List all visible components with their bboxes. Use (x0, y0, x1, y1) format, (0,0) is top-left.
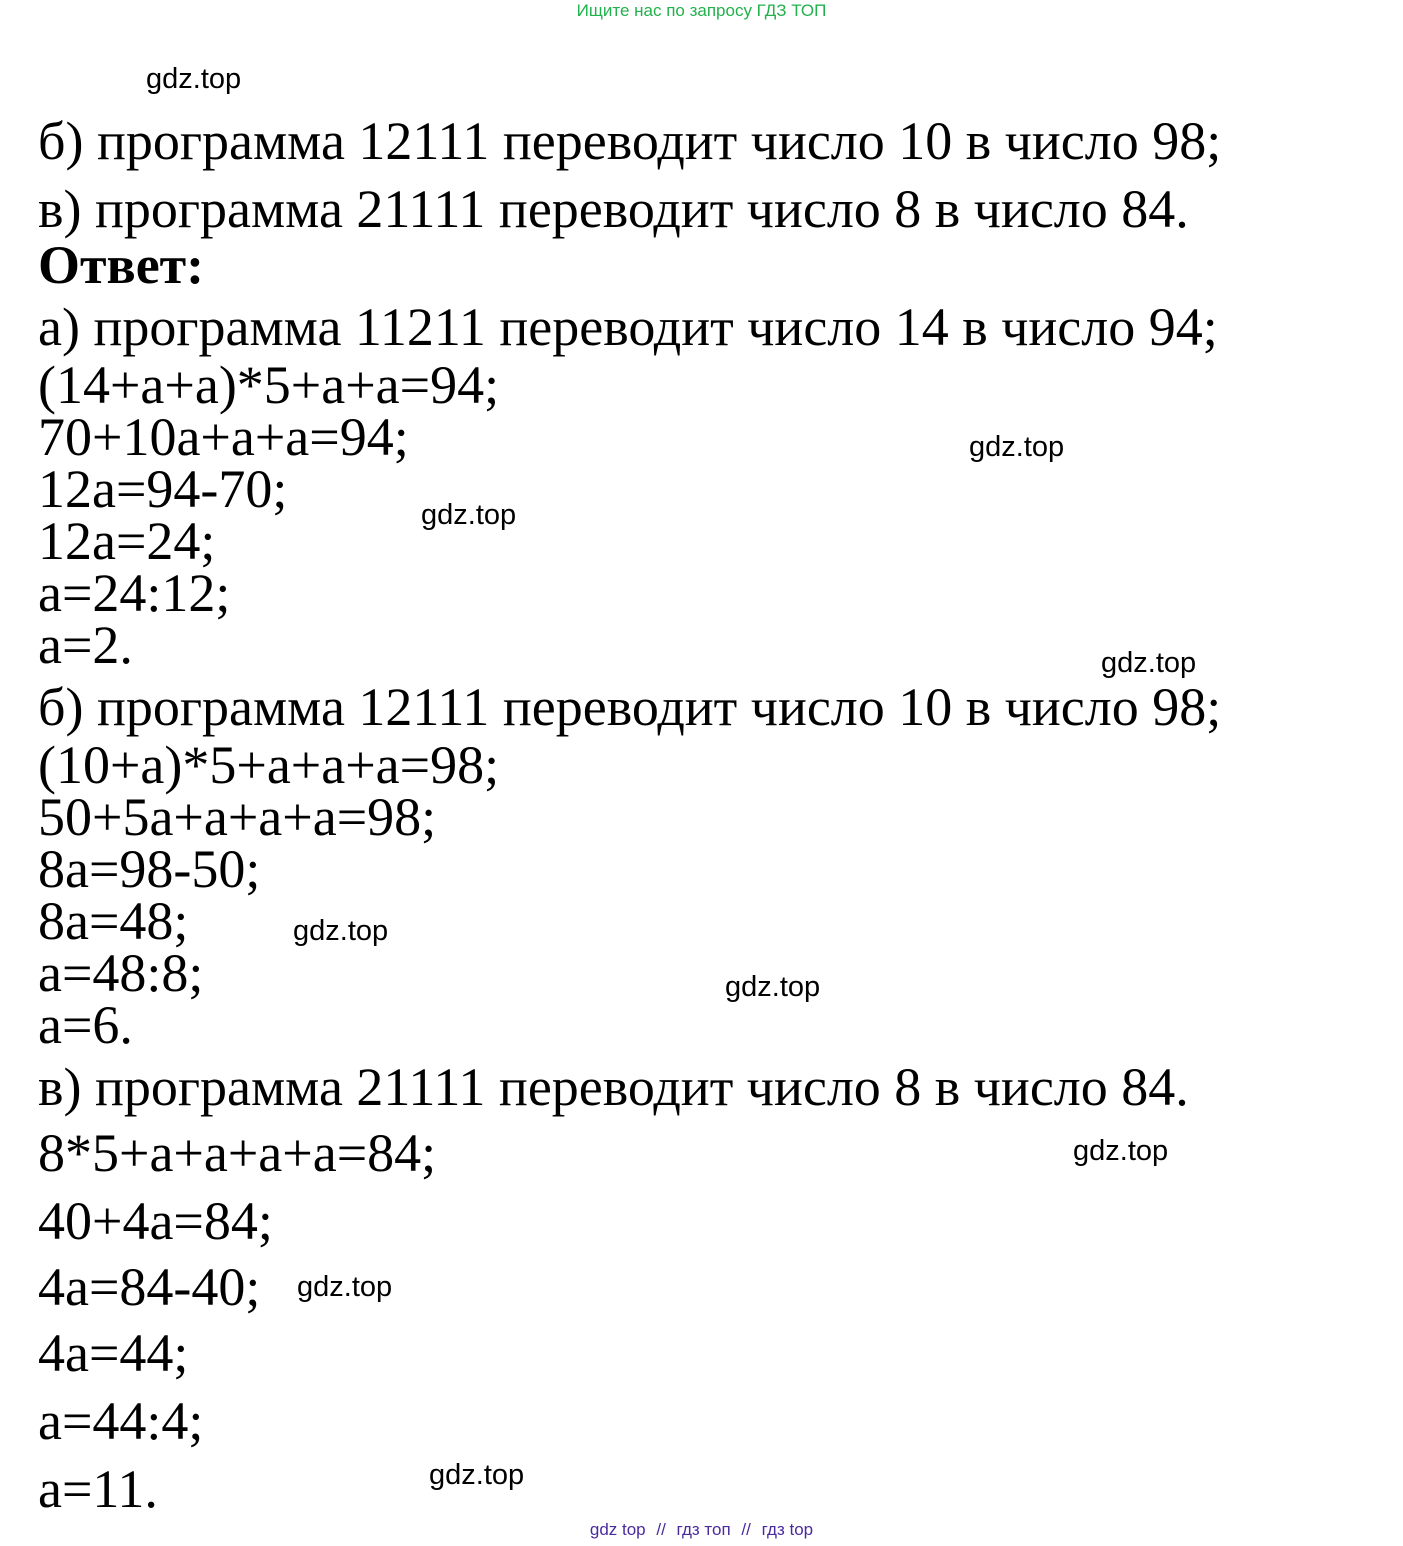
watermark: gdz.top (1073, 1135, 1169, 1167)
part-a-step: a=24:12; (38, 563, 231, 623)
problem-line-v: в) программа 21111 переводит число 8 в число 84. (38, 179, 1189, 239)
part-v-step: 4a=84-40; (38, 1257, 261, 1317)
footer-separator: // (741, 1520, 751, 1539)
footer-link[interactable]: гдз top (761, 1520, 814, 1539)
part-a-step: a=2. (38, 615, 133, 675)
part-a-step: (14+a+a)*5+a+a=94; (38, 355, 500, 415)
part-b-step: 8a=98-50; (38, 839, 261, 899)
part-a-step: 12a=94-70; (38, 459, 288, 519)
part-b-step: a=48:8; (38, 943, 204, 1003)
part-b-step: (10+a)*5+a+a+a=98; (38, 735, 500, 795)
footer-link[interactable]: гдз топ (676, 1520, 731, 1539)
part-v-step: 8*5+a+a+a+a=84; (38, 1123, 437, 1183)
watermark: gdz.top (969, 431, 1065, 463)
part-b-step: a=6. (38, 995, 133, 1055)
footer-link[interactable]: gdz top (589, 1520, 646, 1539)
part-a-title: а) программа 11211 переводит число 14 в число 94; (38, 297, 1218, 357)
answer-heading: Ответ: (38, 235, 205, 295)
watermark: gdz.top (429, 1459, 525, 1491)
watermark: gdz.top (146, 63, 242, 95)
part-b-step: 50+5a+a+a+a=98; (38, 787, 437, 847)
part-v-step: a=44:4; (38, 1391, 204, 1451)
watermark: gdz.top (421, 499, 517, 531)
watermark: gdz.top (725, 971, 821, 1003)
part-v-step: a=11. (38, 1459, 158, 1519)
part-b-step: 8a=48; (38, 891, 189, 951)
footer-links (0, 1519, 1403, 1541)
footer-separator: // (656, 1520, 666, 1539)
watermark: gdz.top (297, 1271, 393, 1303)
part-a-step: 12a=24; (38, 511, 216, 571)
part-v-step: 4a=44; (38, 1323, 189, 1383)
part-b-title: б) программа 12111 переводит число 10 в число 98; (38, 677, 1222, 737)
watermark: gdz.top (293, 915, 389, 947)
search-banner: Ищите нас по запросу ГДЗ ТОП (576, 1, 827, 20)
part-a-step: 70+10a+a+a=94; (38, 407, 409, 467)
part-v-step: 40+4a=84; (38, 1191, 273, 1251)
watermark: gdz.top (1101, 647, 1197, 679)
problem-line-b: б) программа 12111 переводит число 10 в число 98; (38, 111, 1222, 171)
part-v-title: в) программа 21111 переводит число 8 в число 84. (38, 1057, 1189, 1117)
